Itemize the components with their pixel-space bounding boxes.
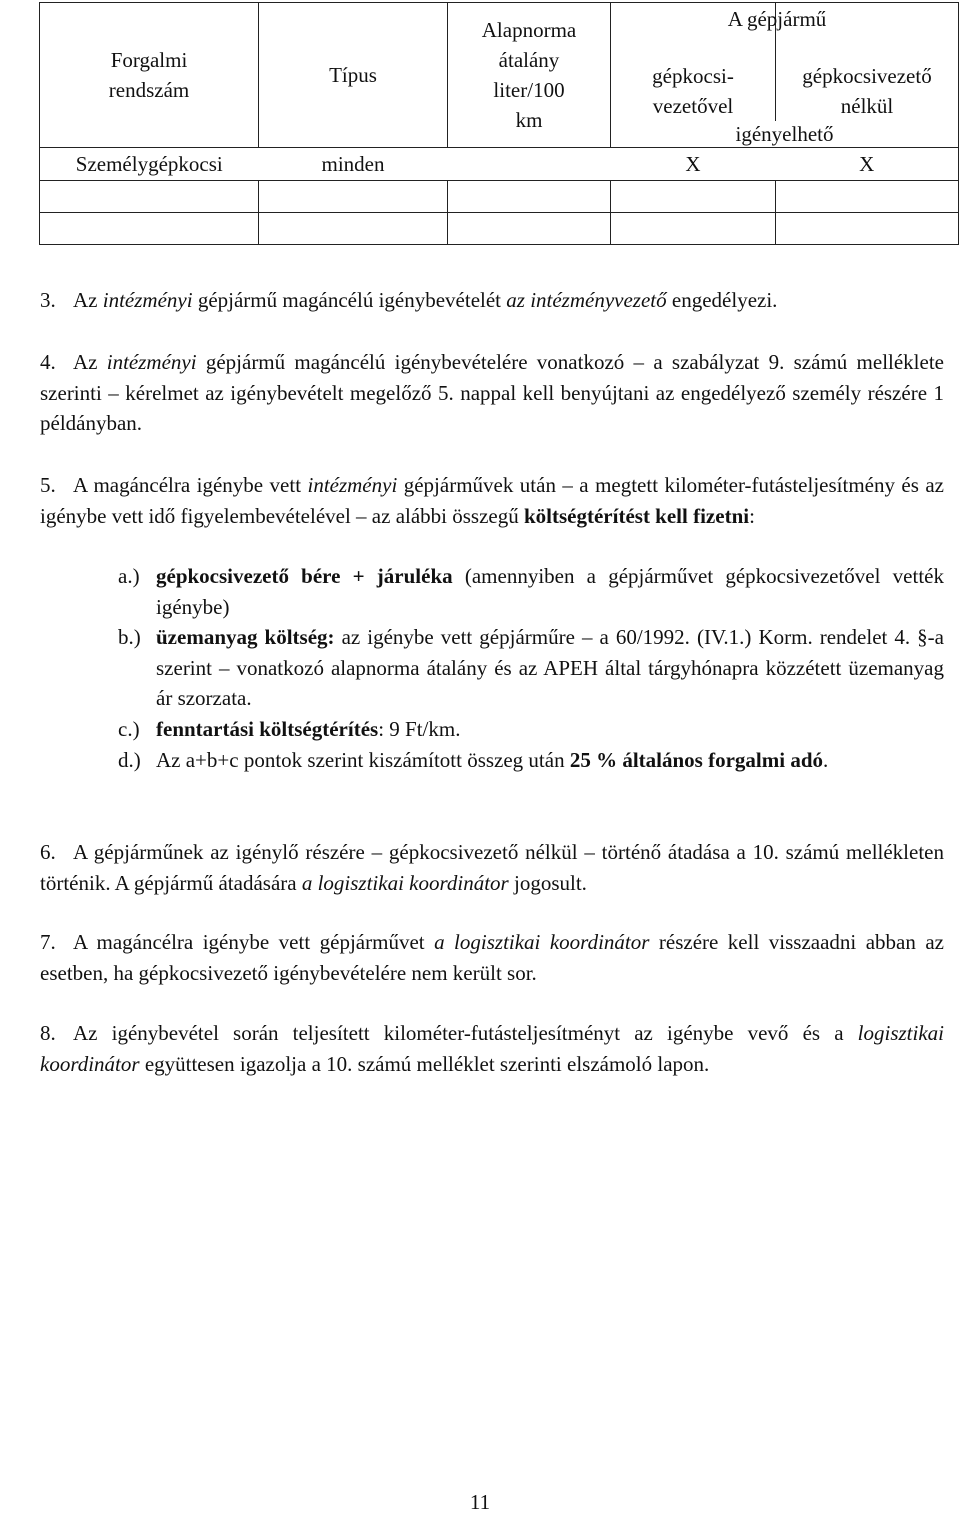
cell-x-with-driver: X xyxy=(611,148,776,181)
cell-empty xyxy=(448,148,611,181)
paragraph-8: 8. Az igénybevétel során teljesített kilométer-futásteljesítményt az igénybe vevő és a logisztikai koordinátor együttesen igazolja a 10. számú melléklet szerinti elszámoló lapon. xyxy=(40,1021,944,1076)
header-alapnorma: Alapnorma átalány liter/100 km xyxy=(448,3,611,148)
paragraph-5: 5. A magáncélra igénybe vett intézményi gépjárművek után – a megtett kilométer-futásteljesítmény és az igénybe vett idő figyelembevételével – az alábbi összegű költségtérítést kell fizetni: xyxy=(40,473,944,528)
list-item-c: c.) fenntartási költségtérítés: 9 Ft/km. xyxy=(118,717,461,741)
list-item-a: a.) gépkocsivezető bére + járuléka (amennyiben a gépjárművet gépkocsivezetővel vették igénybe) xyxy=(118,564,944,619)
paragraph-7: 7. A magáncélra igénybe vett gépjárművet a logisztikai koordinátor részére kell visszaadni abban az esetben, ha gépkocsivezető igénybevételére nem került sor. xyxy=(40,930,944,985)
header-igenyelheto: igényelhető xyxy=(611,121,959,148)
cell-szemelygepkocsi: Személygépkocsi xyxy=(40,148,259,181)
header-rendszam: Forgalmi rendszám xyxy=(40,3,259,148)
cell-x-without-driver: X xyxy=(776,148,959,181)
table-row xyxy=(40,213,959,245)
cell-minden: minden xyxy=(259,148,448,181)
table-row xyxy=(40,148,959,181)
page-number: 11 xyxy=(469,1490,491,1514)
header-without-driver: gépkocsivezető nélkül xyxy=(776,3,959,122)
vehicle-table xyxy=(39,2,959,245)
paragraph-4: 4. Az intézményi gépjármű magáncélú igénybevételére vonatkozó – a szabályzat 9. számú melléklete szerinti – kérelmet az igénybevételt megelőző 5. nappal kell benyújtani az engedélyező személy részére 1 példányban. xyxy=(40,350,944,435)
paragraph-3: 3. Az intézményi gépjármű magáncélú igénybevételét az intézményvezető engedélyezi. xyxy=(40,288,778,312)
table-row xyxy=(40,181,959,213)
paragraph-6: 6. A gépjárműnek az igénylő részére – gépkocsivezető nélkül – történő átadása a 10. számú mellékleten történik. A gépjármű átadására a logisztikai koordinátor jogosult. xyxy=(40,840,944,895)
header-gepjarmu-group: A gépjármű xyxy=(727,7,827,31)
list-item-b: b.) üzemanyag költség: az igénybe vett gépjárműre – a 60/1992. (IV.1.) Korm. rendelet 4. §-a szerint – vonatkozó alapnorma átalány és az APEH által tárgyhónapra közzétett üzemanyag ár szorzata. xyxy=(118,625,944,710)
header-tipus: Típus xyxy=(259,3,448,148)
list-item-d: d.) Az a+b+c pontok szerint kiszámított összeg után 25 % általános forgalmi adó. xyxy=(118,748,829,772)
header-with-driver: gépkocsi- vezetővel xyxy=(611,3,776,122)
